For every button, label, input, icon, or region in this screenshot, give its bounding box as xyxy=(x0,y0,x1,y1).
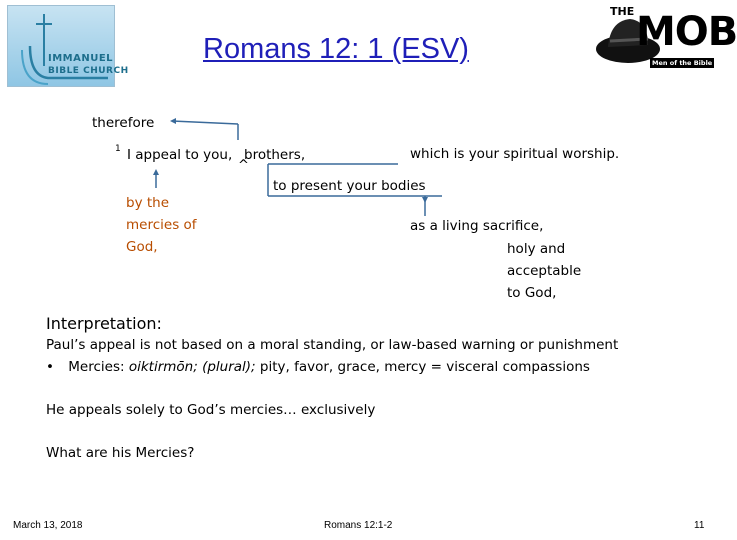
arrowhead-mercies xyxy=(153,169,159,175)
mercies-line-3: God, xyxy=(126,239,158,255)
question-line: What are his Mercies? xyxy=(46,445,195,461)
mercies-line-1: by the xyxy=(126,195,170,211)
logo-the: THE xyxy=(610,5,635,18)
phrase-appeal: I appeal to you, xyxy=(127,147,233,163)
sacrifice-line-2: holy and xyxy=(507,241,566,257)
word-therefore: therefore xyxy=(92,115,155,131)
sacrifice-line-3: acceptable xyxy=(507,263,582,279)
interpretation-line-1: Paul’s appeal is not based on a moral standing, or law-based warning or punishment xyxy=(46,337,619,353)
mercies-greek: oiktirmōn; (plural); xyxy=(128,359,256,375)
logo-mob: MOB xyxy=(636,9,737,55)
logo-subtitle: Men of the Bible xyxy=(652,59,713,67)
mercies-label: Mercies: xyxy=(68,359,125,375)
appeals-solely-line: He appeals solely to God’s mercies… exclusively xyxy=(46,402,376,418)
logo-name-line2: BIBLE CHURCH xyxy=(48,66,129,76)
arrowhead-therefore xyxy=(170,118,176,124)
footer-page-number: 11 xyxy=(694,520,705,531)
mercies-line-2: mercies of xyxy=(126,217,197,233)
slide-title: Romans 12: 1 (ESV) xyxy=(203,33,469,65)
footer-center-title: Romans 12:1-2 xyxy=(324,520,393,531)
insertion-caret: ^ xyxy=(238,158,249,173)
logo-name-line1: IMMANUEL xyxy=(48,53,114,64)
connector-therefore xyxy=(172,121,238,124)
word-brothers: brothers, xyxy=(244,147,306,163)
bullet-marker: • xyxy=(46,359,54,375)
mercies-definition: pity, favor, grace, mercy = visceral compassions xyxy=(259,359,590,375)
phrase-spiritual-worship: which is your spiritual worship. xyxy=(410,146,620,162)
arrowhead-sacrifice xyxy=(422,197,428,203)
sacrifice-line-1: as a living sacrifice, xyxy=(410,218,544,234)
footer-date: March 13, 2018 xyxy=(13,520,83,531)
verse-number: 1 xyxy=(115,144,121,154)
interpretation-heading: Interpretation: xyxy=(46,314,162,333)
mercies-bullet-item xyxy=(46,359,590,375)
phrase-present-bodies: to present your bodies xyxy=(273,178,426,194)
sacrifice-line-4: to God, xyxy=(507,285,557,301)
